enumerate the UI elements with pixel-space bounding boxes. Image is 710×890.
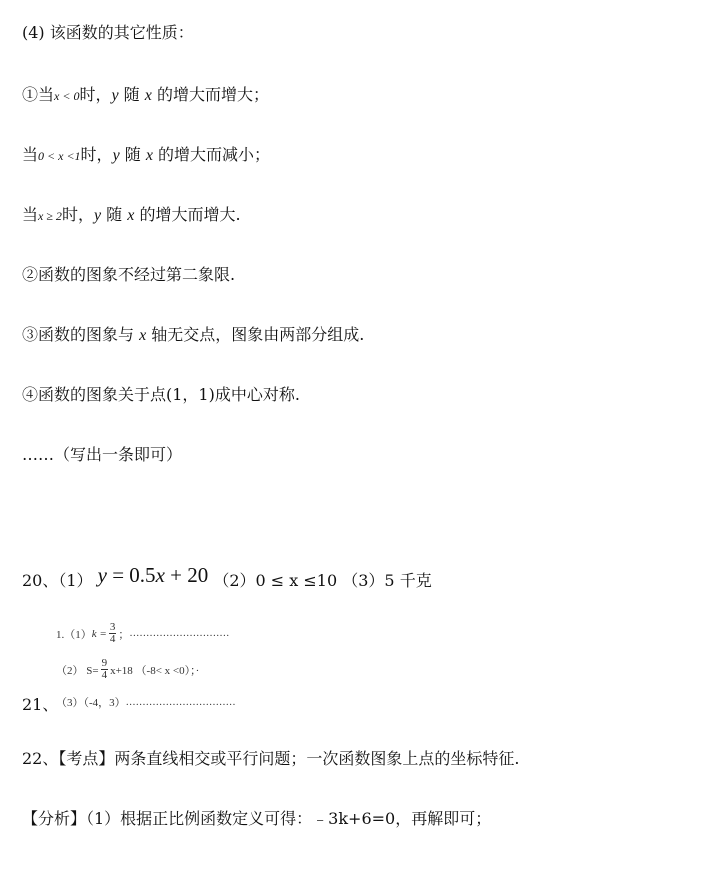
text: 的增大而增大；	[151, 85, 269, 104]
leader-dots: ……………………………	[125, 696, 236, 708]
q20-part2-label: （2）	[213, 571, 256, 590]
math-var: y	[112, 147, 120, 164]
math-var: x	[155, 563, 165, 587]
math-var: x	[144, 87, 152, 104]
text: 随	[101, 205, 128, 224]
question-22-line-2	[22, 808, 491, 830]
text: 随	[118, 85, 145, 104]
text: ……（写出一条即可）	[22, 445, 183, 464]
math-var: y	[111, 87, 119, 104]
math-condition: x < 0	[54, 89, 80, 103]
leader-dots: …………………………	[129, 628, 230, 639]
text: ；	[118, 628, 130, 641]
text: ①当	[22, 85, 55, 104]
property-2-line	[22, 264, 235, 286]
text: （3）（-4，3）	[56, 697, 126, 709]
text: 的增大而增大.	[134, 205, 241, 224]
math-text: + 20	[164, 563, 209, 587]
fraction-3-4	[109, 622, 117, 645]
text: 时，	[79, 85, 112, 104]
math-var: x	[139, 327, 147, 344]
math-text: = 0.5	[106, 563, 156, 587]
text: ②函数的图象不经过第二象限.	[22, 265, 236, 284]
numerator: 9	[101, 657, 108, 669]
text: 随	[119, 145, 146, 164]
text: 22、【考点】两条直线相交或平行问题；一次函数图象上点的坐标特征.	[22, 749, 520, 768]
property-1-line-b	[22, 144, 270, 167]
q21-snippet-row-3	[56, 694, 236, 710]
q21-answer-snippet	[56, 622, 252, 710]
text: ③函数的图象与	[22, 325, 140, 344]
item-4-heading	[22, 22, 194, 44]
text: （2） S=	[56, 664, 99, 677]
property-1-line-a	[22, 84, 269, 107]
q20-equation	[98, 564, 209, 586]
text: 1.（1）	[56, 628, 92, 641]
ellipsis-note-line	[22, 444, 182, 466]
text: 当	[22, 205, 39, 224]
item-4-heading-text: (4) 该函数的其它性质：	[22, 23, 194, 42]
text: ④函数的图象关于点(1，1)成中心对称.	[22, 385, 300, 404]
math-var: x	[127, 207, 135, 224]
q21-snippet-row-2	[56, 658, 199, 681]
denominator: 4	[109, 633, 116, 645]
property-1-line-c	[22, 204, 241, 227]
text: 时，	[61, 205, 94, 224]
text: 时，	[80, 145, 113, 164]
math-condition: x ≥ 2	[38, 209, 62, 223]
math-var: y	[97, 563, 107, 587]
math-condition: 0 < x <1	[38, 149, 81, 163]
math-var: y	[93, 207, 102, 224]
denominator: 4	[101, 669, 108, 681]
math-text: k =	[91, 627, 107, 640]
text: 【分析】（1）根据正比例函数定义可得：﹣3k+6=0，再解即可；	[22, 809, 492, 828]
text: 轴无交点，图象由两部分组成.	[146, 325, 365, 344]
question-22-line-1	[22, 748, 519, 770]
q20-label: 20、（1）	[22, 571, 93, 590]
property-3-line	[22, 324, 364, 347]
q20-part3: （3）5 千克	[342, 571, 432, 590]
text: x+18 （-8< x <0）；·	[110, 664, 200, 677]
question-20-line	[22, 563, 432, 592]
text: 21、	[22, 695, 59, 714]
property-4-line	[22, 384, 300, 406]
question-21-label	[22, 694, 58, 716]
q21-snippet-row-1	[56, 622, 229, 645]
math-var: x	[145, 147, 153, 164]
q20-part2-value: 0 ≤ x ≤10	[255, 571, 338, 590]
text: 的增大而减小；	[152, 145, 271, 164]
text: 当	[22, 145, 39, 164]
fraction-9-4	[101, 658, 109, 681]
numerator: 3	[109, 621, 116, 633]
